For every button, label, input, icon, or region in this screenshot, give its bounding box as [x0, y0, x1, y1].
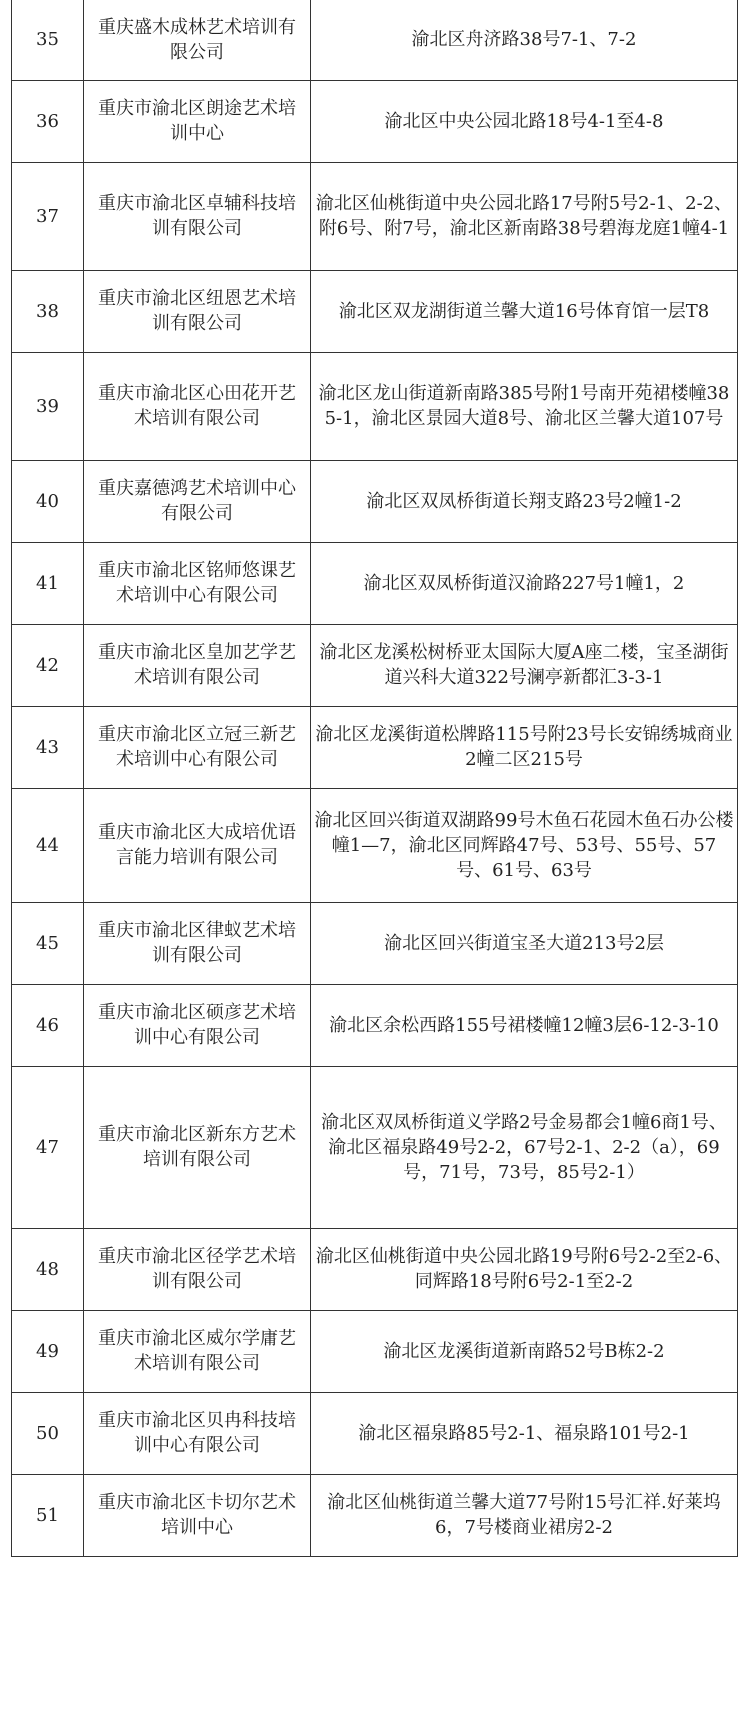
institution-name: 重庆市渝北区皇加艺学艺术培训有限公司 — [84, 624, 311, 706]
institution-name: 重庆市渝北区铭师悠课艺术培训中心有限公司 — [84, 542, 311, 624]
institution-address: 渝北区双凤桥街道义学路2号金易都会1幢6商1号、渝北区福泉路49号2-2，67号2-1、2-2（a），69号，71号，73号，85号2-1） — [311, 1066, 738, 1228]
institution-name: 重庆市渝北区心田花开艺术培训有限公司 — [84, 352, 311, 460]
institution-name: 重庆盛木成林艺术培训有限公司 — [84, 0, 311, 80]
institution-name: 重庆市渝北区卓辅科技培训有限公司 — [84, 162, 311, 270]
table-row — [12, 80, 738, 162]
table-row — [12, 542, 738, 624]
institution-address: 渝北区龙溪松树桥亚太国际大厦A座二楼，宝圣湖街道兴科大道322号澜亭新都汇3-3-1 — [311, 624, 738, 706]
table-row — [12, 460, 738, 542]
institution-address: 渝北区双凤桥街道长翔支路23号2幢1-2 — [311, 460, 738, 542]
row-number: 37 — [12, 162, 84, 270]
institution-name: 重庆嘉德鸿艺术培训中心有限公司 — [84, 460, 311, 542]
table-row — [12, 624, 738, 706]
institution-address: 渝北区回兴街道宝圣大道213号2层 — [311, 902, 738, 984]
institution-address: 渝北区中央公园北路18号4-1至4-8 — [311, 80, 738, 162]
row-number: 45 — [12, 902, 84, 984]
table-row — [12, 0, 738, 80]
row-number: 38 — [12, 270, 84, 352]
row-number: 43 — [12, 706, 84, 788]
institution-address: 渝北区龙溪街道新南路52号B栋2-2 — [311, 1310, 738, 1392]
table-row — [12, 788, 738, 902]
row-number: 50 — [12, 1392, 84, 1474]
institution-address: 渝北区余松西路155号裙楼幢12幢3层6-12-3-10 — [311, 984, 738, 1066]
row-number: 44 — [12, 788, 84, 902]
institution-name: 重庆市渝北区卡切尔艺术培训中心 — [84, 1474, 311, 1556]
row-number: 42 — [12, 624, 84, 706]
row-number: 46 — [12, 984, 84, 1066]
institution-address: 渝北区双龙湖街道兰馨大道16号体育馆一层T8 — [311, 270, 738, 352]
row-number: 35 — [12, 0, 84, 80]
institution-address: 渝北区舟济路38号7-1、7-2 — [311, 0, 738, 80]
institution-address: 渝北区仙桃街道中央公园北路17号附5号2-1、2-2、附6号、附7号，渝北区新南路38号碧海龙庭1幢4-1 — [311, 162, 738, 270]
table-row — [12, 1392, 738, 1474]
institution-name: 重庆市渝北区新东方艺术培训有限公司 — [84, 1066, 311, 1228]
table-row — [12, 1310, 738, 1392]
table-row — [12, 902, 738, 984]
institution-name: 重庆市渝北区纽恩艺术培训有限公司 — [84, 270, 311, 352]
institution-name: 重庆市渝北区大成培优语言能力培训有限公司 — [84, 788, 311, 902]
institution-address: 渝北区龙溪街道松牌路115号附23号长安锦绣城商业2幢二区215号 — [311, 706, 738, 788]
institution-address: 渝北区仙桃街道兰馨大道77号附15号汇祥.好莱坞6，7号楼商业裙房2-2 — [311, 1474, 738, 1556]
table-row — [12, 270, 738, 352]
row-number: 47 — [12, 1066, 84, 1228]
row-number: 41 — [12, 542, 84, 624]
institution-address: 渝北区双凤桥街道汉渝路227号1幢1，2 — [311, 542, 738, 624]
table-row — [12, 1228, 738, 1310]
institution-table — [11, 0, 738, 1557]
table-row — [12, 984, 738, 1066]
table-row — [12, 706, 738, 788]
institution-name: 重庆市渝北区律蚁艺术培训有限公司 — [84, 902, 311, 984]
row-number: 48 — [12, 1228, 84, 1310]
institution-address: 渝北区回兴街道双湖路99号木鱼石花园木鱼石办公楼幢1—7，渝北区同辉路47号、53号、55号、57号、61号、63号 — [311, 788, 738, 902]
row-number: 49 — [12, 1310, 84, 1392]
institution-name: 重庆市渝北区立冠三新艺术培训中心有限公司 — [84, 706, 311, 788]
institution-address: 渝北区龙山街道新南路385号附1号南开苑裙楼幢385-1，渝北区景园大道8号、渝北区兰馨大道107号 — [311, 352, 738, 460]
row-number: 39 — [12, 352, 84, 460]
table-row — [12, 352, 738, 460]
table-body — [12, 0, 738, 1556]
row-number: 51 — [12, 1474, 84, 1556]
table-row — [12, 1474, 738, 1556]
institution-name: 重庆市渝北区硕彦艺术培训中心有限公司 — [84, 984, 311, 1066]
table-row — [12, 162, 738, 270]
institution-name: 重庆市渝北区朗途艺术培训中心 — [84, 80, 311, 162]
institution-name: 重庆市渝北区威尔学庸艺术培训有限公司 — [84, 1310, 311, 1392]
table-row — [12, 1066, 738, 1228]
institution-name: 重庆市渝北区贝冉科技培训中心有限公司 — [84, 1392, 311, 1474]
row-number: 36 — [12, 80, 84, 162]
row-number: 40 — [12, 460, 84, 542]
institution-address: 渝北区福泉路85号2-1、福泉路101号2-1 — [311, 1392, 738, 1474]
institution-address: 渝北区仙桃街道中央公园北路19号附6号2-2至2-6、同辉路18号附6号2-1至2-2 — [311, 1228, 738, 1310]
institution-name: 重庆市渝北区径学艺术培训有限公司 — [84, 1228, 311, 1310]
